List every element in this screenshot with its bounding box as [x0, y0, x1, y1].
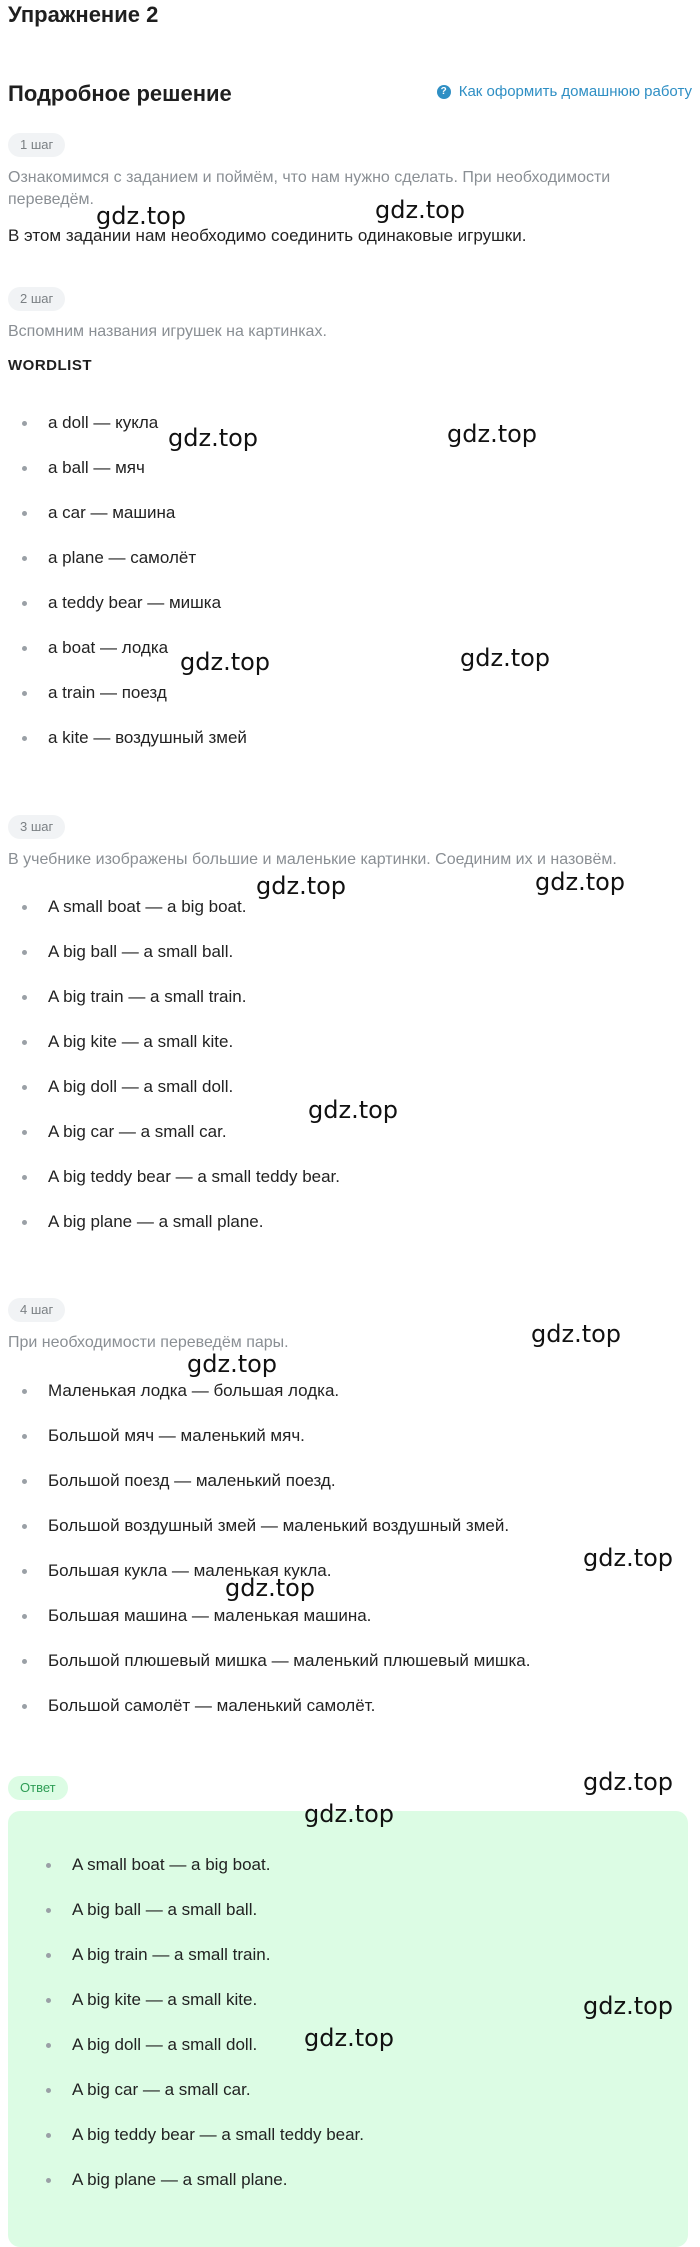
step-3-badge: 3 шаг — [8, 815, 65, 839]
list-item: A big car — a small car. — [8, 1120, 340, 1165]
watermark: gdz.top — [256, 872, 347, 900]
list-item: Большая машина — маленькая машина. — [8, 1604, 530, 1649]
list-item: A big plane — a small plane. — [8, 1210, 340, 1255]
watermark: gdz.top — [187, 1350, 278, 1378]
list-item: Большой плюшевый мишка — маленький плюшевый мишка. — [8, 1649, 530, 1694]
list-item: A small boat — a big boat. — [8, 895, 340, 940]
wordlist — [8, 411, 247, 771]
list-item: a car — машина — [8, 501, 247, 546]
list-item: a kite — воздушный змей — [8, 726, 247, 771]
list-item: A big kite — a small kite. — [8, 1030, 340, 1075]
watermark: gdz.top — [308, 1096, 399, 1124]
list-item: A big doll — a small doll. — [32, 2033, 364, 2078]
watermark: gdz.top — [96, 202, 187, 230]
watermark: gdz.top — [168, 424, 259, 452]
list-item: A big teddy bear — a small teddy bear. — [8, 1165, 340, 1210]
list-item: A big car — a small car. — [32, 2078, 364, 2123]
list-item: a teddy bear — мишка — [8, 591, 247, 636]
wordlist-title: WORDLIST — [8, 357, 92, 374]
watermark: gdz.top — [180, 648, 271, 676]
howto-link-label: Как оформить домашнюю работу — [458, 83, 692, 100]
watermark: gdz.top — [304, 2024, 395, 2052]
watermark: gdz.top — [375, 196, 466, 224]
list-item: Большой мяч — маленький мяч. — [8, 1424, 530, 1469]
list-item: Большой поезд — маленький поезд. — [8, 1469, 530, 1514]
list-item: a doll — кукла — [8, 411, 247, 456]
list-item: A big ball — a small ball. — [8, 940, 340, 985]
step-4-badge: 4 шаг — [8, 1298, 65, 1322]
watermark: gdz.top — [583, 1768, 674, 1796]
answer-badge: Ответ — [8, 1776, 68, 1800]
watermark: gdz.top — [583, 1544, 674, 1572]
list-item: A big teddy bear — a small teddy bear. — [32, 2123, 364, 2168]
list-item: A big train — a small train. — [8, 985, 340, 1030]
watermark: gdz.top — [447, 420, 538, 448]
list-item: A big train — a small train. — [32, 1943, 364, 1988]
section-title: Подробное решение — [8, 81, 232, 106]
list-item: a boat — лодка — [8, 636, 247, 681]
list-item: Большой воздушный змей — маленький воздушный змей. — [8, 1514, 530, 1559]
step-3-list — [8, 895, 340, 1255]
step-4-intro: При необходимости переведём пары. — [8, 1334, 289, 1351]
step-2-badge: 2 шаг — [8, 287, 65, 311]
list-item: A big doll — a small doll. — [8, 1075, 340, 1120]
watermark: gdz.top — [304, 1800, 395, 1828]
list-item: A big plane — a small plane. — [32, 2168, 364, 2213]
page-title: Упражнение 2 — [8, 2, 159, 27]
watermark: gdz.top — [225, 1574, 316, 1602]
step-1-badge: 1 шаг — [8, 133, 65, 157]
step-1-intro: Ознакомимся с заданием и поймём, что нам нужно сделать. При необходимости переведём. — [8, 169, 611, 208]
list-item: a train — поезд — [8, 681, 247, 726]
watermark: gdz.top — [460, 644, 551, 672]
list-item: A big kite — a small kite. — [32, 1988, 364, 2033]
list-item: Маленькая лодка — большая лодка. — [8, 1379, 530, 1424]
step-2-intro: Вспомним названия игрушек на картинках. — [8, 323, 327, 340]
list-item: Большая кукла — маленькая кукла. — [8, 1559, 530, 1604]
howto-link[interactable] — [437, 83, 692, 100]
list-item: a plane — самолёт — [8, 546, 247, 591]
step-1-task: В этом задании нам необходимо соединить одинаковые игрушки. — [8, 226, 527, 245]
watermark: gdz.top — [535, 868, 626, 896]
step-4-list — [8, 1379, 530, 1739]
watermark: gdz.top — [531, 1320, 622, 1348]
list-item: a ball — мяч — [8, 456, 247, 501]
list-item: Большой самолёт — маленький самолёт. — [8, 1694, 530, 1739]
list-item: A small boat — a big boat. — [32, 1853, 364, 1898]
question-icon: ? — [437, 85, 451, 99]
watermark: gdz.top — [583, 1992, 674, 2020]
step-3-intro: В учебнике изображены большие и маленькие картинки. Соединим их и назовём. — [8, 851, 617, 868]
list-item: A big ball — a small ball. — [32, 1898, 364, 1943]
